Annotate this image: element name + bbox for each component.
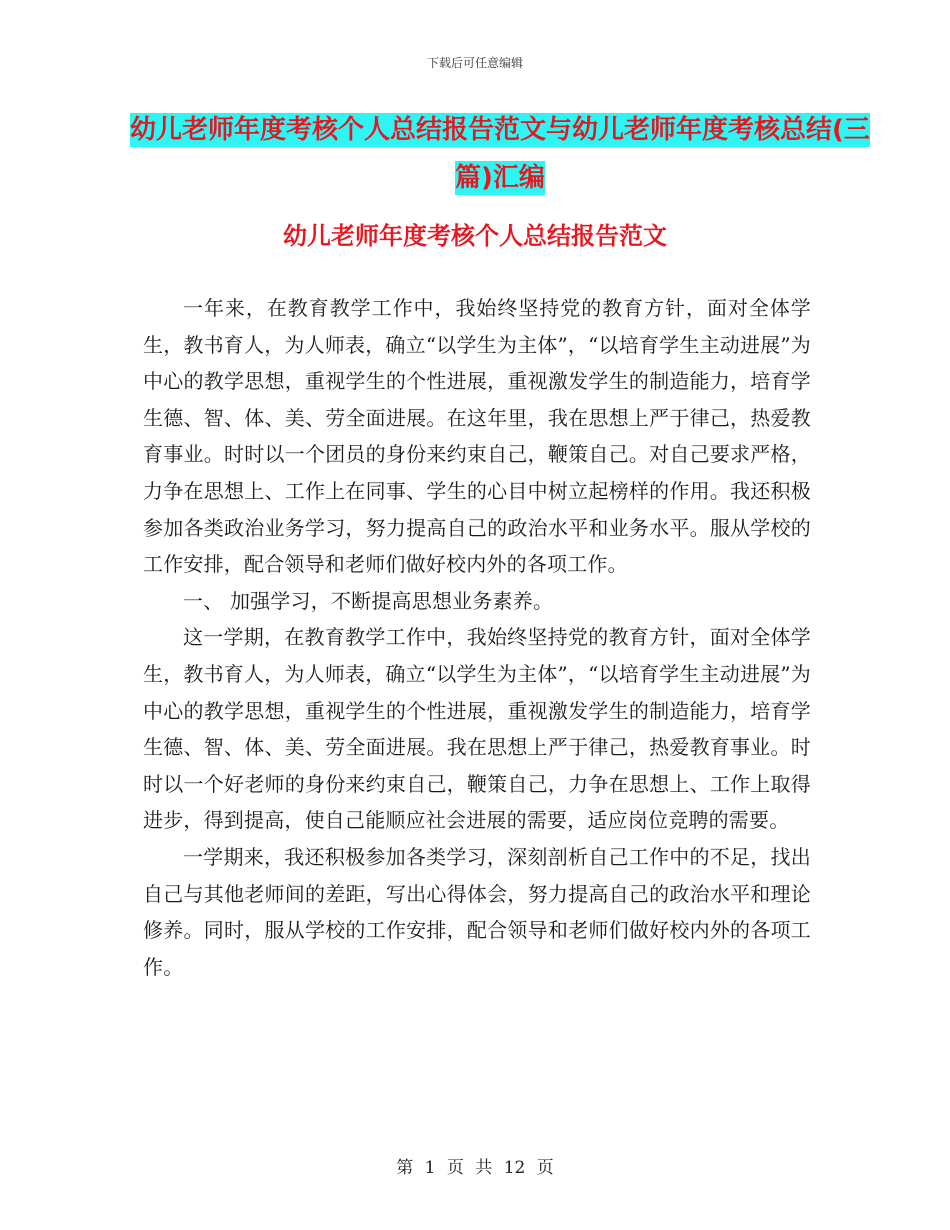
document-title [130, 106, 870, 202]
paragraph: 一年来，在教育教学工作中，我始终坚持党的教育方针，面对全体学生，教书育人，为人师表，确立“以学生为主体”，“以培育学生主动进展”为中心的教学思想，重视学生的个性进展，重视激发学生的制造能力，培育学生德、智、体、美、劳全面进展。在这年里，我在思想上严于律己，热爱教育事业。时时以一个团员的身份来约束自己，鞭策自己。对自己要求严格，力争在思想上、工作上在同事、学生的心目中树立起榜样的作用。我还积极参加各类政治业务学习，努力提高自己的政治水平和业务水平。服从学校的工作安排，配合领导和老师们做好校内外的各项工作。 [143, 296, 811, 577]
subheading-paragraph: 一、 加强学习，不断提高思想业务素养。 [183, 588, 554, 613]
paragraph: 一学期来，我还积极参加各类学习，深刻剖析自己工作中的不足，找出自己与其他老师间的差距，写出心得体会，努力提高自己的政治水平和理论修养。同时，服从学校的工作安排，配合领导和老师们做好校内外的各项工作。 [143, 844, 811, 979]
document-body [143, 290, 811, 985]
paragraph: 这一学期，在教育教学工作中，我始终坚持党的教育方针，面对全体学生，教书育人，为人师表，确立“以学生为主体”，“以培育学生主动进展”为中心的教学思想，重视学生的个性进展，重视激发学生的制造能力，培育学生德、智、体、美、劳全面进展。我在思想上严于律己，热爱教育事业。时时以一个好老师的身份来约束自己，鞭策自己，力争在思想上、工作上取得进步，得到提高，使自己能顺应社会进展的需要，适应岗位竞聘的需要。 [143, 625, 811, 833]
section-title: 幼儿老师年度考核个人总结报告范文 [283, 222, 667, 250]
page-number: 第 1 页 共 12 页 [396, 1158, 554, 1178]
header-note: 下载后可任意编辑 [426, 56, 523, 70]
document-title-text: 幼儿老师年度考核个人总结报告范文与幼儿老师年度考核总结(三篇)汇编 [130, 115, 870, 193]
